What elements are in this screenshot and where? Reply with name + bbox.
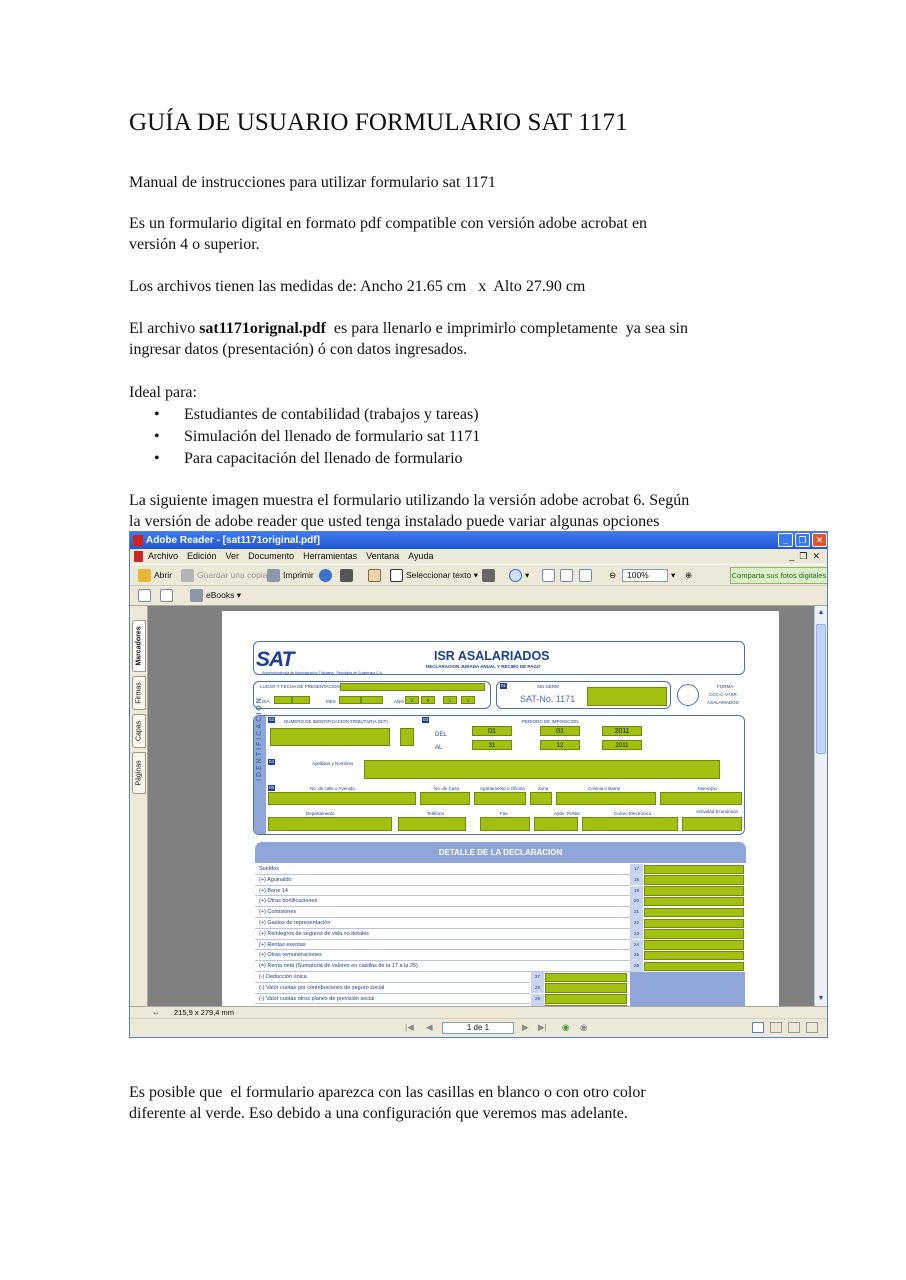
window-controls — [778, 533, 827, 547]
colonia-field[interactable] — [556, 792, 656, 805]
identification-vertical-label: IDENTIFICACION — [256, 696, 263, 781]
table-row — [255, 907, 630, 918]
zoom-input[interactable]: 100% — [622, 569, 668, 582]
menu-ayuda[interactable]: Ayuda — [408, 551, 434, 561]
file-line-2: ingresar datos (presentación) ó con datos ingresados. — [129, 341, 468, 358]
page-number-input[interactable]: 1 de 1 — [442, 1022, 514, 1034]
actividad-label: Actividad Económica — [696, 809, 738, 814]
al-dia-field[interactable]: 31 — [472, 740, 512, 750]
del-label: DEL — [435, 732, 447, 738]
table-row — [255, 983, 530, 994]
secondary-toolbar — [130, 586, 828, 606]
list-item: • Para capacitación del llenado de formulario — [129, 448, 480, 470]
share-photos-button[interactable]: Comparta sus fotos digitales — [730, 567, 828, 584]
folder-icon — [138, 569, 151, 582]
status-bar — [130, 1006, 828, 1018]
row-number: 29 — [531, 994, 544, 1005]
tab-capas-label: Capas — [135, 720, 143, 742]
apto-field[interactable] — [474, 792, 526, 805]
apto-label: Apartamento u Oficina — [480, 786, 525, 791]
binoculars-icon — [340, 569, 353, 582]
tab-paginas-label: Páginas — [135, 760, 143, 786]
year-digit-1[interactable]: 2 — [405, 696, 419, 704]
dia-field[interactable] — [274, 696, 292, 704]
row-number: 25 — [630, 950, 643, 961]
calle-label: No. de calle o Avenida — [310, 786, 355, 791]
depto-label: Departamento — [306, 811, 335, 816]
table-row — [255, 896, 630, 907]
list-item: • Simulación del llenado de formulario sat 1171 — [129, 426, 480, 448]
casa-field[interactable] — [420, 792, 470, 805]
closing-paragraph — [129, 1082, 809, 1124]
restore-icon[interactable]: ❐ — [795, 533, 810, 547]
window-titlebar — [130, 532, 828, 549]
field-number-04: 04 — [269, 759, 275, 764]
table-row — [255, 918, 630, 929]
ebooks-button[interactable]: eBooks ▾ — [190, 586, 241, 605]
field-number-02: 02 — [269, 717, 275, 722]
scroll-down-icon[interactable]: ▼ — [817, 995, 825, 1002]
apdo-label: Apdo. Postal — [554, 811, 580, 816]
row-label: (+) Bono 14 — [259, 887, 288, 894]
row-value-field[interactable] — [644, 929, 744, 939]
row-label: (-) Deducción única — [259, 974, 307, 980]
adobe-icon — [133, 535, 143, 546]
lugar-fecha-label: LUGAR Y FECHA DE PRESENTACION — [260, 684, 340, 689]
size-paragraph: Los archivos tienen las medidas de: Ancho 21.65 cm x Alto 27.90 cm — [129, 278, 586, 295]
open-label: Abrir — [154, 570, 172, 580]
next-page-icon[interactable]: ▶ — [522, 1022, 529, 1032]
seal-icon — [677, 684, 699, 706]
nit-label: NUMERO DE IDENTIFICACION TRIBUTARIA (NIT) — [284, 719, 388, 724]
menu-bar — [130, 549, 828, 564]
row-label: (-) Valor cuotas por contribuciones de seguro social — [259, 984, 385, 991]
continuous-facing-icon[interactable] — [806, 1022, 818, 1033]
form-subtitle: DECLARACION JURADA ANUAL Y RECIBO DE PAGO — [426, 664, 541, 669]
apellidos-field[interactable] — [364, 760, 720, 779]
forma-label: FORMA — [717, 684, 734, 689]
closing-line-1: Es posible que el formulario aparezca con las casillas en blanco o con otro color — [129, 1084, 646, 1101]
row-number: 19 — [630, 886, 643, 897]
row-label: (+) Reintegros de seguros de vida no dotales — [259, 930, 369, 937]
document-viewport — [149, 606, 816, 1006]
file-paragraph — [129, 318, 809, 360]
actual-size-icon — [542, 569, 555, 582]
dia-field-2[interactable] — [292, 696, 310, 704]
printer-icon — [267, 569, 280, 582]
form-page — [222, 611, 779, 1011]
year-digit-2[interactable]: 0 — [421, 696, 435, 704]
fax-field[interactable] — [480, 817, 530, 831]
lugar-field[interactable] — [340, 683, 485, 691]
tab-marcadores[interactable] — [132, 620, 146, 672]
previous-page-icon[interactable]: ◀ — [426, 1022, 433, 1032]
format-paragraph — [129, 213, 789, 255]
row-value-field[interactable] — [644, 962, 744, 972]
serie-label: SIN SERIE — [537, 684, 560, 689]
row-value-field[interactable] — [644, 897, 744, 907]
table-row — [255, 940, 630, 951]
row-number: 20 — [630, 896, 643, 907]
table-row — [255, 875, 630, 886]
table-row — [255, 886, 630, 897]
row-value-field[interactable] — [644, 919, 744, 929]
mes-field[interactable] — [339, 696, 361, 704]
ebooks-label: eBooks — [206, 590, 235, 600]
main-toolbar — [130, 564, 828, 586]
casa-label: No. de Casa — [434, 786, 460, 791]
zona-label: Zona — [538, 786, 549, 791]
fax-label: Fax — [500, 811, 508, 816]
mdi-controls[interactable]: _❐✕ — [789, 551, 825, 561]
single-page-icon[interactable] — [752, 1022, 764, 1033]
search-button[interactable] — [340, 565, 356, 585]
del-mes-field[interactable]: 01 — [540, 726, 580, 736]
zoom-in-button[interactable]: ▾ — [509, 565, 529, 585]
field-number-03: 03 — [423, 717, 429, 722]
form-title: ISR ASALARIADOS — [434, 649, 550, 663]
fit-width-icon — [579, 569, 592, 582]
row-number: 24 — [630, 940, 643, 951]
format-line-2: versión 4 o superior. — [129, 236, 260, 253]
row-value-field[interactable] — [644, 951, 744, 961]
tab-capas[interactable] — [132, 714, 146, 748]
year-digit-4[interactable]: 1 — [461, 696, 475, 704]
open-button[interactable] — [138, 565, 172, 585]
table-row — [255, 864, 630, 875]
sat-logo-subtitle: Superintendencia de Administración Tributaria · República de Guatemala C.A. — [262, 671, 383, 675]
select-text-label: Seleccionar texto — [406, 570, 472, 580]
forma-code: CCC-C-V-ISR — [709, 692, 737, 697]
caption-line-2: la versión de adobe reader que usted tenga instalado puede variar algunas opciones — [129, 513, 660, 530]
row-label: (+) Gastos de representación — [259, 920, 331, 926]
row-label: (=) Renta neta (Sumatoria de valores en casillas de la 17 a la 25) — [259, 963, 418, 970]
zoom-plus-icon[interactable]: ⊕ — [685, 570, 693, 580]
tab-paginas[interactable] — [132, 752, 146, 794]
format-line-1: Es un formulario digital en formato pdf compatible con versión adobe acrobat en — [129, 215, 648, 232]
row-value-field[interactable] — [644, 908, 744, 918]
table-row — [255, 929, 630, 940]
sat-logo: SAT — [256, 648, 294, 671]
field-number-01: 01 — [501, 683, 507, 688]
row-label: (+) Comisiones — [259, 909, 297, 916]
last-page-icon[interactable]: ▶| — [538, 1022, 547, 1032]
page-navigation-bar — [130, 1018, 828, 1037]
file-line-post: es para llenarlo e imprimirlo completamente ya sea sin — [325, 320, 688, 337]
ideal-label: Ideal para: — [129, 384, 197, 401]
list-item: • Estudiantes de contabilidad (trabajos y tareas) — [129, 404, 480, 426]
scroll-thumb[interactable] — [816, 624, 826, 754]
menu-herramientas[interactable]: Herramientas — [303, 551, 358, 561]
vertical-scrollbar[interactable] — [814, 606, 827, 1006]
row-label: (+) Otras bonificaciones — [259, 898, 318, 905]
email-icon — [319, 569, 332, 582]
row-value-field[interactable] — [644, 865, 744, 875]
file-line-pre: El archivo — [129, 320, 200, 337]
caption-line-1: La siguiente imagen muestra el formulario utilizando la versión adobe acrobat 6. Según — [129, 492, 690, 509]
al-label: AL — [435, 745, 443, 751]
file-name: sat1171orignal.pdf — [199, 320, 326, 337]
snapshot-button[interactable] — [482, 565, 498, 585]
table-row — [255, 972, 530, 983]
table-row — [255, 961, 630, 972]
print-label: Imprimir — [283, 570, 314, 580]
apellidos-label: Apellidos y Nombres — [312, 761, 354, 766]
window-title: Adobe Reader - [sat1171original.pdf] — [146, 535, 320, 546]
rotate-icon — [160, 589, 173, 602]
tab-firmas-label: Firmas — [135, 682, 143, 704]
depto-field[interactable] — [268, 817, 392, 831]
actividad-field[interactable] — [682, 817, 742, 831]
zona-field[interactable] — [530, 792, 552, 805]
go-forward-icon[interactable]: ◉ — [580, 1022, 588, 1032]
periodo-label: PERIODO DE IMPOSICION — [522, 719, 579, 724]
forma-desc: ASALARIADOS — [707, 700, 739, 705]
row-label: (+) Otras remuneraciones — [259, 952, 322, 959]
sat-number: SAT-No. 1171 — [520, 694, 576, 704]
serie-field[interactable] — [587, 687, 667, 706]
navigation-panel — [130, 606, 148, 1006]
row-label: (+) Rentas exentas — [259, 941, 306, 948]
row-label: (-) Valor cuotas otros planes de previsión social — [259, 995, 375, 1002]
page-size-icon: ⇔ — [152, 1008, 160, 1017]
print-button[interactable] — [267, 565, 314, 585]
row-number: 23 — [630, 929, 643, 940]
nit-check-digit[interactable] — [400, 728, 414, 746]
row-number: 26 — [630, 961, 643, 972]
detail-header: DETALLE DE LA DECLARACION — [255, 842, 746, 863]
nit-field[interactable] — [270, 728, 390, 746]
document-title: GUÍA DE USUARIO FORMULARIO SAT 1171 — [129, 109, 628, 136]
ebook-icon — [190, 589, 203, 602]
telefono-label: Teléfono — [427, 811, 445, 816]
file-line-1 — [129, 318, 809, 339]
municipio-field[interactable] — [660, 792, 742, 805]
menu-archivo[interactable]: Archivo — [148, 551, 179, 561]
mes-label: MES — [326, 699, 336, 704]
minimize-icon[interactable]: _ — [778, 533, 793, 547]
first-page-icon[interactable]: |◀ — [405, 1022, 414, 1032]
telefono-field[interactable] — [398, 817, 466, 831]
row-number: 21 — [630, 907, 643, 918]
go-back-icon[interactable]: ◉ — [562, 1022, 570, 1032]
row-number: 28 — [531, 983, 544, 994]
row-number: 18 — [630, 875, 643, 886]
row-number: 27 — [531, 972, 544, 983]
row-number: 17 — [630, 864, 643, 875]
hand-tool-button[interactable] — [368, 565, 384, 585]
scroll-up-icon[interactable]: ▲ — [817, 609, 825, 616]
del-dia-field[interactable]: 01 — [472, 726, 512, 736]
row-label: (+) Aguinaldo — [259, 876, 292, 883]
table-row — [255, 950, 630, 961]
row-value-field[interactable] — [545, 983, 627, 993]
del-anio-field[interactable]: 2011 — [602, 726, 642, 736]
tab-firmas[interactable] — [132, 676, 146, 710]
calle-field[interactable] — [268, 792, 416, 805]
mes-field-2[interactable] — [361, 696, 383, 704]
fit-page-icon — [560, 569, 573, 582]
al-anio-field[interactable]: 2011 — [602, 740, 642, 750]
page-size-readout: 215,9 x 279,4 mm — [174, 1008, 235, 1017]
menu-edicion[interactable]: Edición — [187, 551, 217, 561]
document-icon — [134, 551, 143, 562]
correo-field[interactable] — [582, 817, 678, 831]
page-icon — [138, 589, 151, 602]
row-value-field[interactable] — [644, 886, 744, 896]
rotate-button[interactable] — [160, 586, 176, 605]
anio-label: AÑO — [394, 699, 404, 704]
year-digit-3[interactable]: 1 — [443, 696, 457, 704]
zoom-dropdown-icon[interactable]: ▾ — [671, 570, 676, 580]
menu-documento[interactable]: Documento — [248, 551, 295, 561]
row-number: 22 — [630, 918, 643, 929]
al-mes-field[interactable]: 12 — [540, 740, 580, 750]
colonia-label: Colonia o Barrio — [588, 786, 621, 791]
hand-icon — [368, 569, 381, 582]
adobe-reader-screenshot — [129, 531, 828, 1038]
image-caption-paragraph — [129, 490, 809, 532]
zoom-out-icon[interactable]: ⊖ — [609, 570, 617, 580]
closing-line-2: diferente al verde. Eso debido a una configuración que veremos mas adelante. — [129, 1105, 628, 1122]
pages-button[interactable] — [138, 586, 154, 605]
row-value-field[interactable] — [644, 940, 744, 950]
magnifier-icon — [509, 569, 522, 582]
save-copy-label: Guardar una copia — [197, 570, 268, 580]
row-label: Sueldos — [259, 866, 279, 872]
select-text-button[interactable]: Seleccionar texto ▾ — [390, 565, 478, 585]
tab-marcadores-label: Marcadores — [135, 626, 143, 666]
close-icon[interactable]: ✕ — [812, 533, 827, 547]
ideal-list — [129, 404, 480, 470]
email-button[interactable] — [319, 565, 335, 585]
apdo-field[interactable] — [534, 817, 578, 831]
row-value-field[interactable] — [545, 973, 627, 983]
page-view-buttons[interactable] — [542, 565, 595, 585]
correo-label: Correo Electrónico — [614, 811, 652, 816]
table-row — [255, 994, 530, 1005]
dia-label: DIA — [262, 699, 270, 704]
row-value-field[interactable] — [545, 994, 627, 1004]
row-value-field[interactable] — [644, 875, 744, 885]
menu-ventana[interactable]: Ventana — [366, 551, 400, 561]
menu-ver[interactable]: Ver — [225, 551, 240, 561]
continuous-icon[interactable] — [770, 1022, 782, 1033]
save-icon — [181, 569, 194, 582]
text-cursor-icon — [390, 569, 403, 582]
save-copy-button[interactable] — [181, 565, 267, 585]
camera-icon — [482, 569, 495, 582]
intro-paragraph: Manual de instrucciones para utilizar formulario sat 1171 — [129, 174, 496, 191]
facing-icon[interactable] — [788, 1022, 800, 1033]
municipio-label: Municipio — [698, 786, 718, 791]
field-number-05: 05 — [269, 785, 275, 790]
